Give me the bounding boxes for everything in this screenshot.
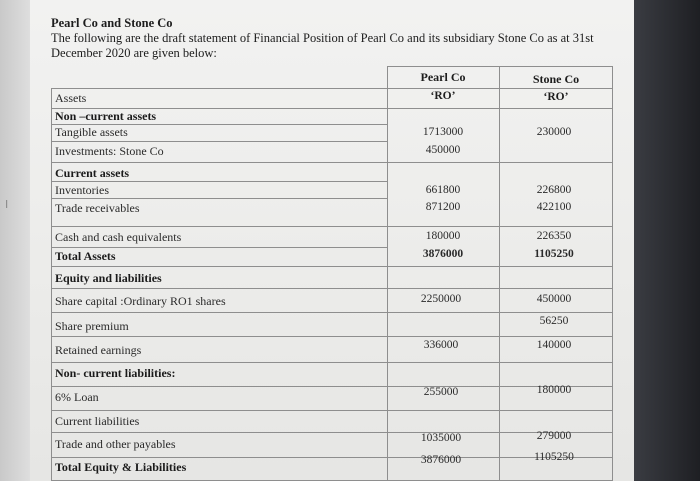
pearl-value-tangible-assets: 1713000 xyxy=(422,126,464,138)
margin-mark: I xyxy=(5,198,9,211)
pearl-value-loan: 255000 xyxy=(423,386,459,398)
header-top-line xyxy=(387,66,613,67)
document-heading xyxy=(51,16,611,61)
stone-value-retained-earnings: 140000 xyxy=(536,339,572,351)
row-label-current-liabilities: Current liabilities xyxy=(55,414,140,428)
stone-value-share-premium: 56250 xyxy=(539,315,569,327)
stone-value-loan: 180000 xyxy=(536,384,572,396)
row-line xyxy=(51,336,613,337)
pearl-value-total-assets: 3876000 xyxy=(422,248,464,260)
row-label-trade-receivables: Trade receivables xyxy=(55,201,140,215)
row-label-inventories: Inventories xyxy=(55,183,109,197)
dark-background xyxy=(634,0,700,481)
row-label-tangible-assets: Tangible assets xyxy=(55,125,128,139)
row-line xyxy=(51,410,613,411)
left-page-edge xyxy=(0,0,30,481)
row-label-share-capital: Share capital :Ordinary RO1 shares xyxy=(55,294,226,308)
row-label-current-assets: Current assets xyxy=(55,166,130,180)
row-label-cash: Cash and cash equivalents xyxy=(55,230,182,244)
row-line xyxy=(51,288,613,289)
document-title: Pearl Co and Stone Co xyxy=(51,16,173,30)
document-page xyxy=(30,0,634,481)
row-line xyxy=(51,162,613,163)
row-label-non-current-assets: Non –current assets xyxy=(55,109,157,123)
document-intro: The following are the draft statement of Financial Position of Pearl Co and its subsidiary Stone Co as at 31st December 2020 are given below: xyxy=(51,31,594,60)
stone-value-trade-receivables: 422100 xyxy=(536,201,572,213)
row-line xyxy=(51,247,387,248)
stone-value-cash: 226350 xyxy=(536,230,572,242)
row-line xyxy=(51,88,613,89)
row-line xyxy=(51,266,613,267)
stone-value-trade-payables: 279000 xyxy=(536,430,572,442)
row-line xyxy=(51,226,613,227)
stone-value-inventories: 226800 xyxy=(536,184,572,196)
pearl-value-retained-earnings: 336000 xyxy=(423,339,459,351)
stone-value-total-equity-liabilities: 1105250 xyxy=(534,451,574,463)
row-label-investments: Investments: Stone Co xyxy=(55,144,164,158)
row-line xyxy=(51,198,387,199)
column-header-pearl: Pearl Co xyxy=(420,70,466,84)
pearl-value-total-equity-liabilities: 3876000 xyxy=(420,454,462,466)
pearl-value-trade-payables: 1035000 xyxy=(420,432,462,444)
stone-value-total-assets: 1105250 xyxy=(534,248,574,260)
row-line xyxy=(51,181,387,182)
row-line xyxy=(51,362,613,363)
table-border-left xyxy=(51,88,52,481)
column-unit-pearl: ‘RO’ xyxy=(430,90,456,102)
row-label-retained-earnings: Retained earnings xyxy=(55,343,142,357)
column-divider-pearl xyxy=(387,66,388,481)
row-line xyxy=(51,141,387,142)
row-label-equity-liabilities: Equity and liabilities xyxy=(55,271,162,285)
stone-value-tangible-assets: 230000 xyxy=(536,126,572,138)
pearl-value-investments: 450000 xyxy=(425,144,461,156)
row-label-loan: 6% Loan xyxy=(55,390,99,404)
row-line xyxy=(51,312,613,313)
row-label-non-current-liabilities: Non- current liabilities: xyxy=(55,366,176,380)
financial-position-table xyxy=(51,66,613,481)
row-label-assets: Assets xyxy=(55,91,87,105)
row-label-share-premium: Share premium xyxy=(55,319,129,333)
row-label-total-equity-liabilities: Total Equity & Liabilities xyxy=(55,460,187,474)
pearl-value-share-capital: 2250000 xyxy=(420,293,462,305)
column-header-stone: Stone Co xyxy=(532,72,580,86)
stone-value-share-capital: 450000 xyxy=(536,293,572,305)
row-label-total-assets: Total Assets xyxy=(55,249,116,263)
column-unit-stone: ‘RO’ xyxy=(543,91,569,103)
row-label-trade-payables: Trade and other payables xyxy=(55,437,176,451)
pearl-value-trade-receivables: 871200 xyxy=(425,201,461,213)
pearl-value-inventories: 661800 xyxy=(425,184,461,196)
column-divider-stone xyxy=(499,66,500,481)
pearl-value-cash: 180000 xyxy=(425,230,461,242)
table-border-right xyxy=(612,66,613,481)
